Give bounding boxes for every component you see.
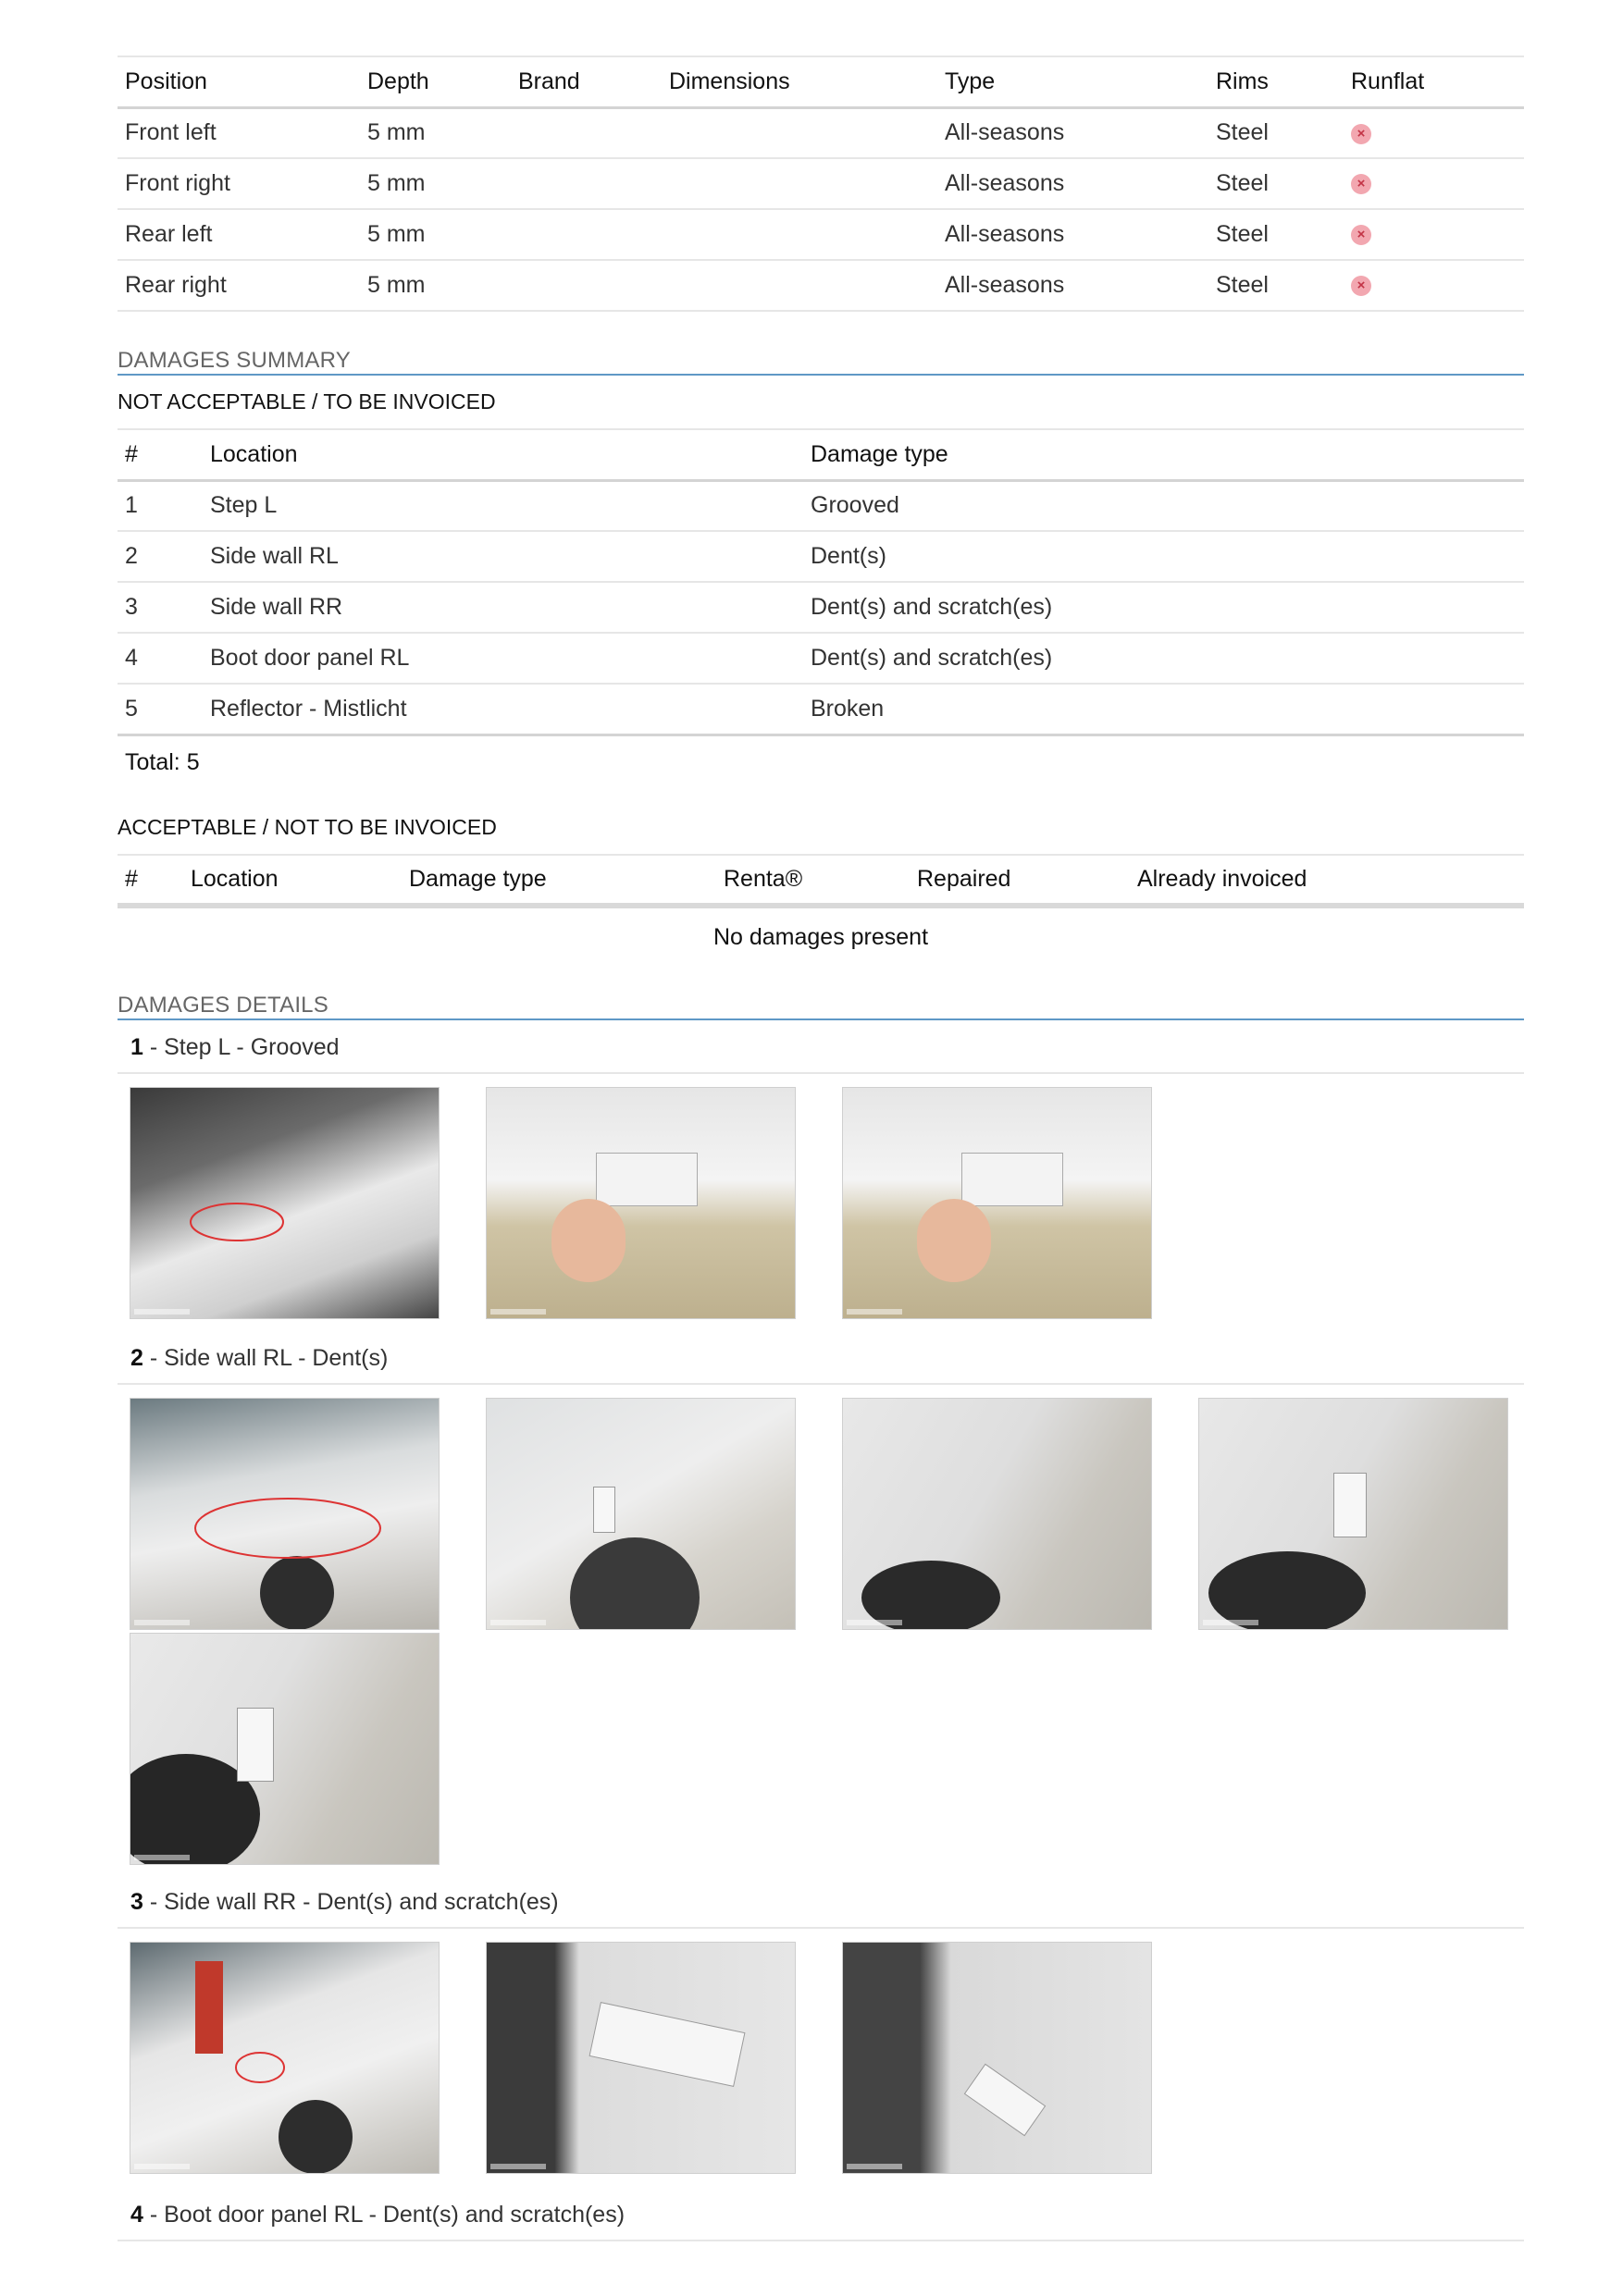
tyre-dimensions xyxy=(662,260,937,311)
damage-detail-heading xyxy=(118,2188,1524,2241)
col-depth: Depth xyxy=(367,68,429,94)
tyre-type: All-seasons xyxy=(945,170,1065,196)
tyre-position: Rear right xyxy=(125,272,227,298)
col-location: Location xyxy=(191,865,279,892)
damage-number: 4 xyxy=(130,2201,143,2228)
col-brand: Brand xyxy=(518,68,580,94)
tyre-depth: 5 mm xyxy=(367,170,426,196)
col-damage-type: Damage type xyxy=(811,440,948,467)
tyre-rims: Steel xyxy=(1216,119,1269,146)
damage-number: 3 xyxy=(130,1888,143,1915)
dmg-location: Side wall RL xyxy=(210,543,339,569)
dmg-type: Dent(s) and scratch(es) xyxy=(811,645,1053,671)
dmg-location: Side wall RR xyxy=(210,594,343,620)
col-renta: Renta® xyxy=(724,865,803,892)
damage-photo[interactable] xyxy=(842,1942,1152,2174)
ruler-card xyxy=(1333,1473,1367,1537)
table-row xyxy=(118,260,1524,311)
marker-ellipse-icon xyxy=(232,2049,288,2086)
damage-photo[interactable] xyxy=(130,1633,440,1865)
dmg-type: Broken xyxy=(811,695,885,722)
tail-light-shape xyxy=(195,1961,223,2054)
x-icon: × xyxy=(1351,174,1371,194)
damage-label: - Side wall RR - Dent(s) and scratch(es) xyxy=(142,1888,559,1915)
tyres-header-row xyxy=(118,56,1524,107)
col-type: Type xyxy=(945,68,996,94)
wheel-shape xyxy=(1208,1551,1366,1630)
dmg-number: 2 xyxy=(125,543,138,569)
tyre-brand xyxy=(511,107,662,158)
damage-photos xyxy=(118,1929,1524,2188)
tyre-dimensions xyxy=(662,158,937,209)
tyre-brand xyxy=(511,209,662,260)
tyre-rims: Steel xyxy=(1216,170,1269,196)
acc-header-row xyxy=(118,855,1524,906)
col-number: # xyxy=(125,440,138,467)
tyres-table xyxy=(118,56,1524,312)
dmg-location: Step L xyxy=(210,492,278,519)
col-dimensions: Dimensions xyxy=(669,68,790,94)
tyre-position: Front left xyxy=(125,119,217,146)
tyre-dimensions xyxy=(662,107,937,158)
damage-photo[interactable] xyxy=(130,1398,440,1630)
ruler-card xyxy=(961,1153,1063,1206)
table-row xyxy=(118,633,1524,684)
damages-total: Total: 5 xyxy=(125,748,200,775)
dmg-header-row xyxy=(118,429,1524,480)
ruler-card xyxy=(237,1708,274,1782)
tyre-depth: 5 mm xyxy=(367,119,426,146)
dmg-number: 4 xyxy=(125,645,138,671)
damage-photo[interactable] xyxy=(842,1398,1152,1630)
dmg-location: Boot door panel RL xyxy=(210,645,410,671)
not-acceptable-title: NOT ACCEPTABLE / TO BE INVOICED xyxy=(118,389,496,414)
damage-detail-heading xyxy=(118,1331,1524,1385)
acceptable-table xyxy=(118,854,1524,908)
tyre-type: All-seasons xyxy=(945,272,1065,298)
damage-label: - Step L - Grooved xyxy=(142,1033,340,1060)
dmg-location: Reflector - Mistlicht xyxy=(210,695,407,722)
table-row xyxy=(118,480,1524,531)
tyre-brand xyxy=(511,260,662,311)
damage-number: 1 xyxy=(130,1033,143,1060)
damage-photo[interactable] xyxy=(130,1942,440,2174)
ruler-card xyxy=(596,1153,698,1206)
table-row xyxy=(118,531,1524,582)
tyre-depth: 5 mm xyxy=(367,272,426,298)
damage-photos xyxy=(118,1385,1524,1875)
col-number: # xyxy=(125,865,138,892)
tyre-position: Rear left xyxy=(125,221,213,247)
damage-label: - Side wall RL - Dent(s) xyxy=(142,1344,389,1371)
col-runflat: Runflat xyxy=(1351,68,1425,94)
no-damages-message: No damages present xyxy=(712,923,929,950)
damage-photo[interactable] xyxy=(130,1087,440,1319)
tyre-type: All-seasons xyxy=(945,119,1065,146)
tyre-type: All-seasons xyxy=(945,221,1065,247)
marker-ellipse-icon xyxy=(186,1199,288,1245)
damage-photo[interactable] xyxy=(486,1398,796,1630)
ruler-card xyxy=(593,1487,615,1533)
dmg-number: 5 xyxy=(125,695,138,722)
report-page xyxy=(118,56,1524,2241)
damage-detail-heading xyxy=(118,1875,1524,1929)
damage-label: - Boot door panel RL - Dent(s) and scratch(es) xyxy=(142,2201,626,2228)
dmg-number: 3 xyxy=(125,594,138,620)
col-repaired: Repaired xyxy=(917,865,1011,892)
dmg-number: 1 xyxy=(125,492,138,519)
col-location: Location xyxy=(210,440,298,467)
acceptable-title: ACCEPTABLE / NOT TO BE INVOICED xyxy=(118,814,497,839)
table-row xyxy=(118,684,1524,734)
wheel-shape xyxy=(260,1556,334,1630)
col-damage-type: Damage type xyxy=(409,865,547,892)
dmg-type: Dent(s) xyxy=(811,543,886,569)
damage-photo[interactable] xyxy=(1198,1398,1508,1630)
x-icon: × xyxy=(1351,225,1371,245)
tyre-rims: Steel xyxy=(1216,272,1269,298)
tyre-depth: 5 mm xyxy=(367,221,426,247)
dmg-type: Grooved xyxy=(811,492,899,519)
hand-shape xyxy=(917,1199,991,1282)
damages-details-title: DAMAGES DETAILS xyxy=(118,992,1524,1020)
x-icon: × xyxy=(1351,124,1371,144)
x-icon: × xyxy=(1351,276,1371,296)
damage-number: 2 xyxy=(130,1344,143,1371)
damage-photo[interactable] xyxy=(486,1087,796,1319)
damage-photo[interactable] xyxy=(842,1087,1152,1319)
col-rims: Rims xyxy=(1216,68,1269,94)
col-position: Position xyxy=(125,68,207,94)
hand-shape xyxy=(551,1199,626,1282)
marker-ellipse-icon xyxy=(186,1491,390,1565)
damage-detail-heading xyxy=(118,1020,1524,1074)
dmg-type: Dent(s) and scratch(es) xyxy=(811,594,1053,620)
tyre-position: Front right xyxy=(125,170,230,196)
table-row xyxy=(118,107,1524,158)
not-acceptable-table xyxy=(118,428,1524,736)
tyre-rims: Steel xyxy=(1216,221,1269,247)
table-row xyxy=(118,209,1524,260)
damage-photo[interactable] xyxy=(486,1942,796,2174)
damage-photos xyxy=(118,1074,1524,1331)
table-row xyxy=(118,582,1524,633)
wheel-shape xyxy=(279,2100,353,2174)
table-row xyxy=(118,158,1524,209)
damages-summary-title: DAMAGES SUMMARY xyxy=(118,347,1524,376)
col-already-invoiced: Already invoiced xyxy=(1137,865,1307,892)
tyre-brand xyxy=(511,158,662,209)
tyre-dimensions xyxy=(662,209,937,260)
